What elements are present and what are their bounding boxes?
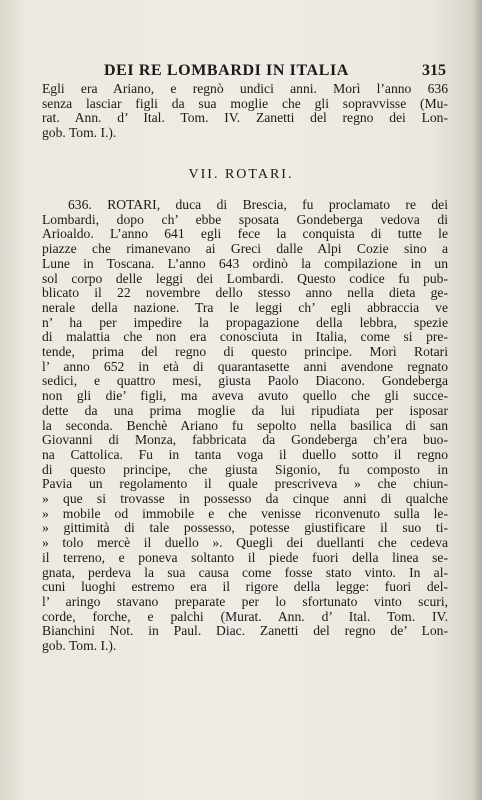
text-line: tende, prima del regno di questo principe. Morì Rotari [42,345,448,360]
text-line: gob. Tom. I.). [42,126,117,141]
text-line: 636. ROTARI, duca di Brescia, fu proclamato re dei [68,198,448,212]
text-line: » mobile od immobile e che venisse riconvenuto sulla le- [42,506,448,521]
running-head: DEI RE LOMBARDI IN ITALIA [104,62,349,79]
text-line: gnata, perdeva la sua causa come fosse stato vinto. In al- [42,565,448,580]
text-line: » gittimità di tale possesso, potesse giustificare il suo ti- [42,521,448,536]
text-line: di malattia che non era conosciuta in Italia, come si pre- [42,330,448,345]
text-line: di questo principe, che giusta Sigonio, fu composto in [42,462,448,477]
text-line: n’ ha per impedire la propagazione della lebbra, spezie [42,315,448,330]
text-line: senza lasciar figli da sua moglie che gli sopravvisse (Mu- [42,96,448,111]
text-line: » que si trovasse in possesso da cinque anni di qualche [42,492,448,507]
text-line: cuni luoghi estremo era il rigore della legge: fuori del- [42,580,448,595]
text-line: Lombardi, dopo ch’ ebbe sposata Gondeberga vedova di [42,212,448,227]
body-paragraph [42,198,448,654]
text-line: rat. Ann. d’ Ital. Tom. IV. Zanetti del regno dei Lon- [42,111,448,126]
section-title: VII. ROTARI. [188,167,294,182]
text-line: piazze che rimanevano ai Greci dalle Alpi Cozie sino a [42,242,448,257]
text-line: nerale della nazione. Tra le leggi ch’ egli abbraccia ve [42,300,448,315]
text-line: Giovanni di Monza, fabbricata da Gondeberga ch’era buo- [42,433,448,448]
page-number: 315 [422,62,446,79]
text-line: dette da una prima moglie da lui ripudiata per isposar [42,403,448,418]
text-line: Lune in Toscana. L’anno 643 ordinò la compilazione in un [42,256,448,271]
text-line: Pavia un regolamento il quale prescriveva » che chiun- [42,477,448,492]
text-line: corde, forche, e palchi (Murat. Ann. d’ Ital. Tom. IV. [42,609,448,624]
text-line: blicato il 22 novembre dello stesso anno nella dieta ge- [42,286,448,301]
text-line: » tolo mercè il duello ». Quegli dei duellanti che cedeva [42,536,448,551]
continuation-paragraph [42,82,448,141]
text-line: Bianchini Not. in Paul. Diac. Zanetti del regno de’ Lon- [42,624,448,639]
page-header [42,62,446,82]
page-edge-shadow [472,0,482,800]
text-line: Egli era Ariano, e regnò undici anni. Morì l’anno 636 [42,82,448,96]
text-line: Arioaldo. L’anno 641 egli fece la conquista di tutte le [42,227,448,242]
text-line: l’ aringo stavano preparate per lo sfortunato vinto scuri, [42,594,448,609]
text-line: la seconda. Benchè Ariano fu sepolto nella basilica di san [42,418,448,433]
text-line: gob. Tom. I.). [42,639,117,654]
text-line: sol corpo delle leggi dei Lombardi. Questo codice fu pub- [42,271,448,286]
text-line: non gli die’ figli, ma aveva avuto quello che gli succe- [42,389,448,404]
text-line: sedici, e quattro mesi, giusta Paolo Diacono. Gondeberga [42,374,448,389]
text-line: na Cattolica. Fu in tanta voga il duello sotto il regno [42,447,448,462]
text-line: l’ anno 652 in età di quarantasette anni avendone regnato [42,359,448,374]
text-line: il terreno, e poneva soltanto il piede fuori della linea se- [42,550,448,565]
